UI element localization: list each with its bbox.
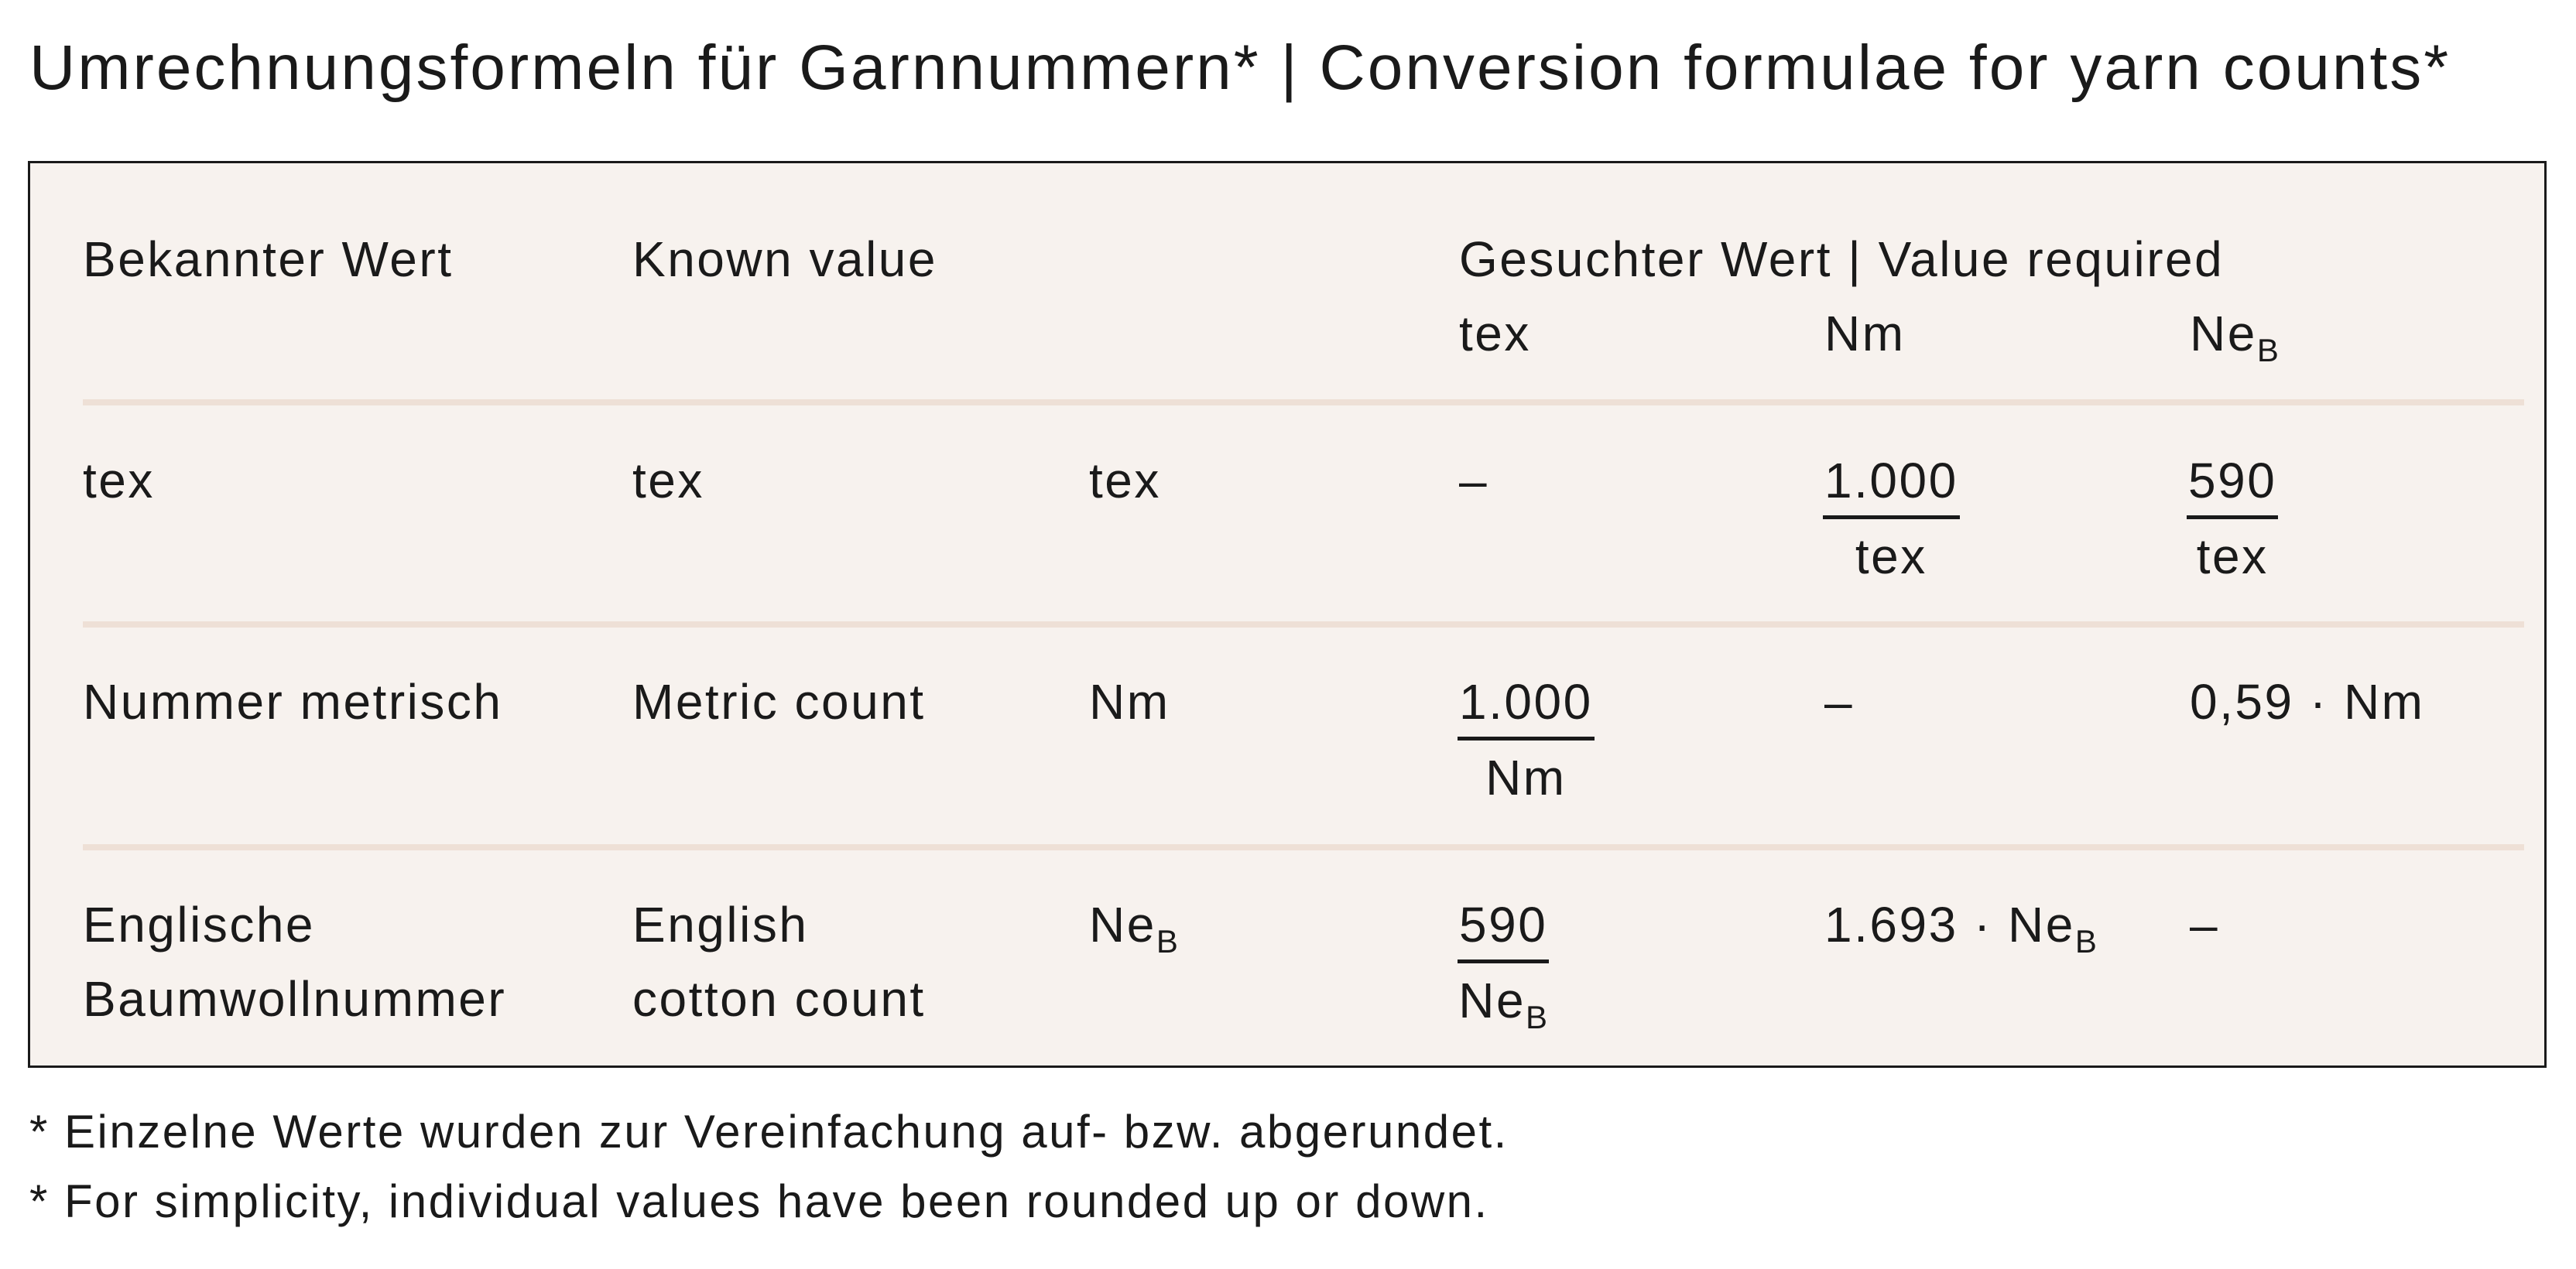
col-header-neb: $Ne_B$ bbox=[2190, 306, 2280, 368]
fraction-denominator: Nm bbox=[1485, 750, 1567, 806]
row-neb-label-de: Englische Baumwollnummer bbox=[83, 897, 507, 1027]
row-tex-to-nm-formula bbox=[1823, 446, 1960, 593]
row-tex-label-en: tex bbox=[632, 453, 704, 508]
fraction-numerator: 1.000 bbox=[1823, 446, 1960, 519]
row-tex-unit: tex bbox=[1089, 453, 1161, 508]
row-nm-label-en: Metric count bbox=[632, 674, 926, 730]
header-known-en: Known value bbox=[632, 231, 937, 287]
fraction-numerator: 590 bbox=[2187, 446, 2278, 519]
footnote-de: * Einzelne Werte wurden zur Vereinfachung auf- bzw. abgerundet. bbox=[29, 1106, 1509, 1158]
page-title: Umrechnungsformeln für Garnnummern* | Conversion formulae for yarn counts* bbox=[29, 32, 2451, 103]
fraction-numerator: 590 bbox=[1458, 890, 1549, 963]
fraction-denominator: $Ne_B$ bbox=[1458, 973, 1549, 1035]
row-nm-to-neb: 0,59 · Nm bbox=[2190, 674, 2425, 730]
row-neb-to-neb: – bbox=[2190, 897, 2220, 953]
row-neb-unit: $Ne_B$ bbox=[1089, 897, 1179, 959]
row-divider bbox=[83, 844, 2524, 850]
row-neb-to-tex-formula bbox=[1458, 890, 1549, 1038]
row-nm-label-de: Nummer metrisch bbox=[83, 674, 503, 730]
footnote-en: * For simplicity, individual values have been rounded up or down. bbox=[29, 1175, 1489, 1227]
row-nm-to-nm: – bbox=[1824, 674, 1855, 730]
header-value-required: Gesuchter Wert | Value required bbox=[1459, 231, 2225, 287]
fraction-numerator: 1.000 bbox=[1458, 667, 1595, 741]
row-tex-to-neb-formula bbox=[2187, 446, 2278, 593]
row-nm-to-tex-formula bbox=[1458, 667, 1595, 815]
fraction-denominator: tex bbox=[1855, 528, 1927, 584]
row-tex-to-tex: – bbox=[1459, 453, 1489, 508]
col-header-nm: Nm bbox=[1824, 306, 1906, 361]
row-tex-label-de: tex bbox=[83, 453, 155, 508]
row-neb-label-en: English cotton count bbox=[632, 897, 926, 1027]
col-header-tex: tex bbox=[1459, 306, 1531, 361]
fraction-denominator: tex bbox=[2196, 528, 2269, 584]
row-nm-unit: Nm bbox=[1089, 674, 1170, 730]
row-divider bbox=[83, 621, 2524, 628]
row-divider bbox=[83, 399, 2524, 405]
conversion-table bbox=[28, 161, 2547, 1068]
header-known-de: Bekannter Wert bbox=[83, 231, 454, 287]
row-neb-to-nm: $1.693 \cdot Ne_B$ bbox=[1824, 897, 2098, 959]
